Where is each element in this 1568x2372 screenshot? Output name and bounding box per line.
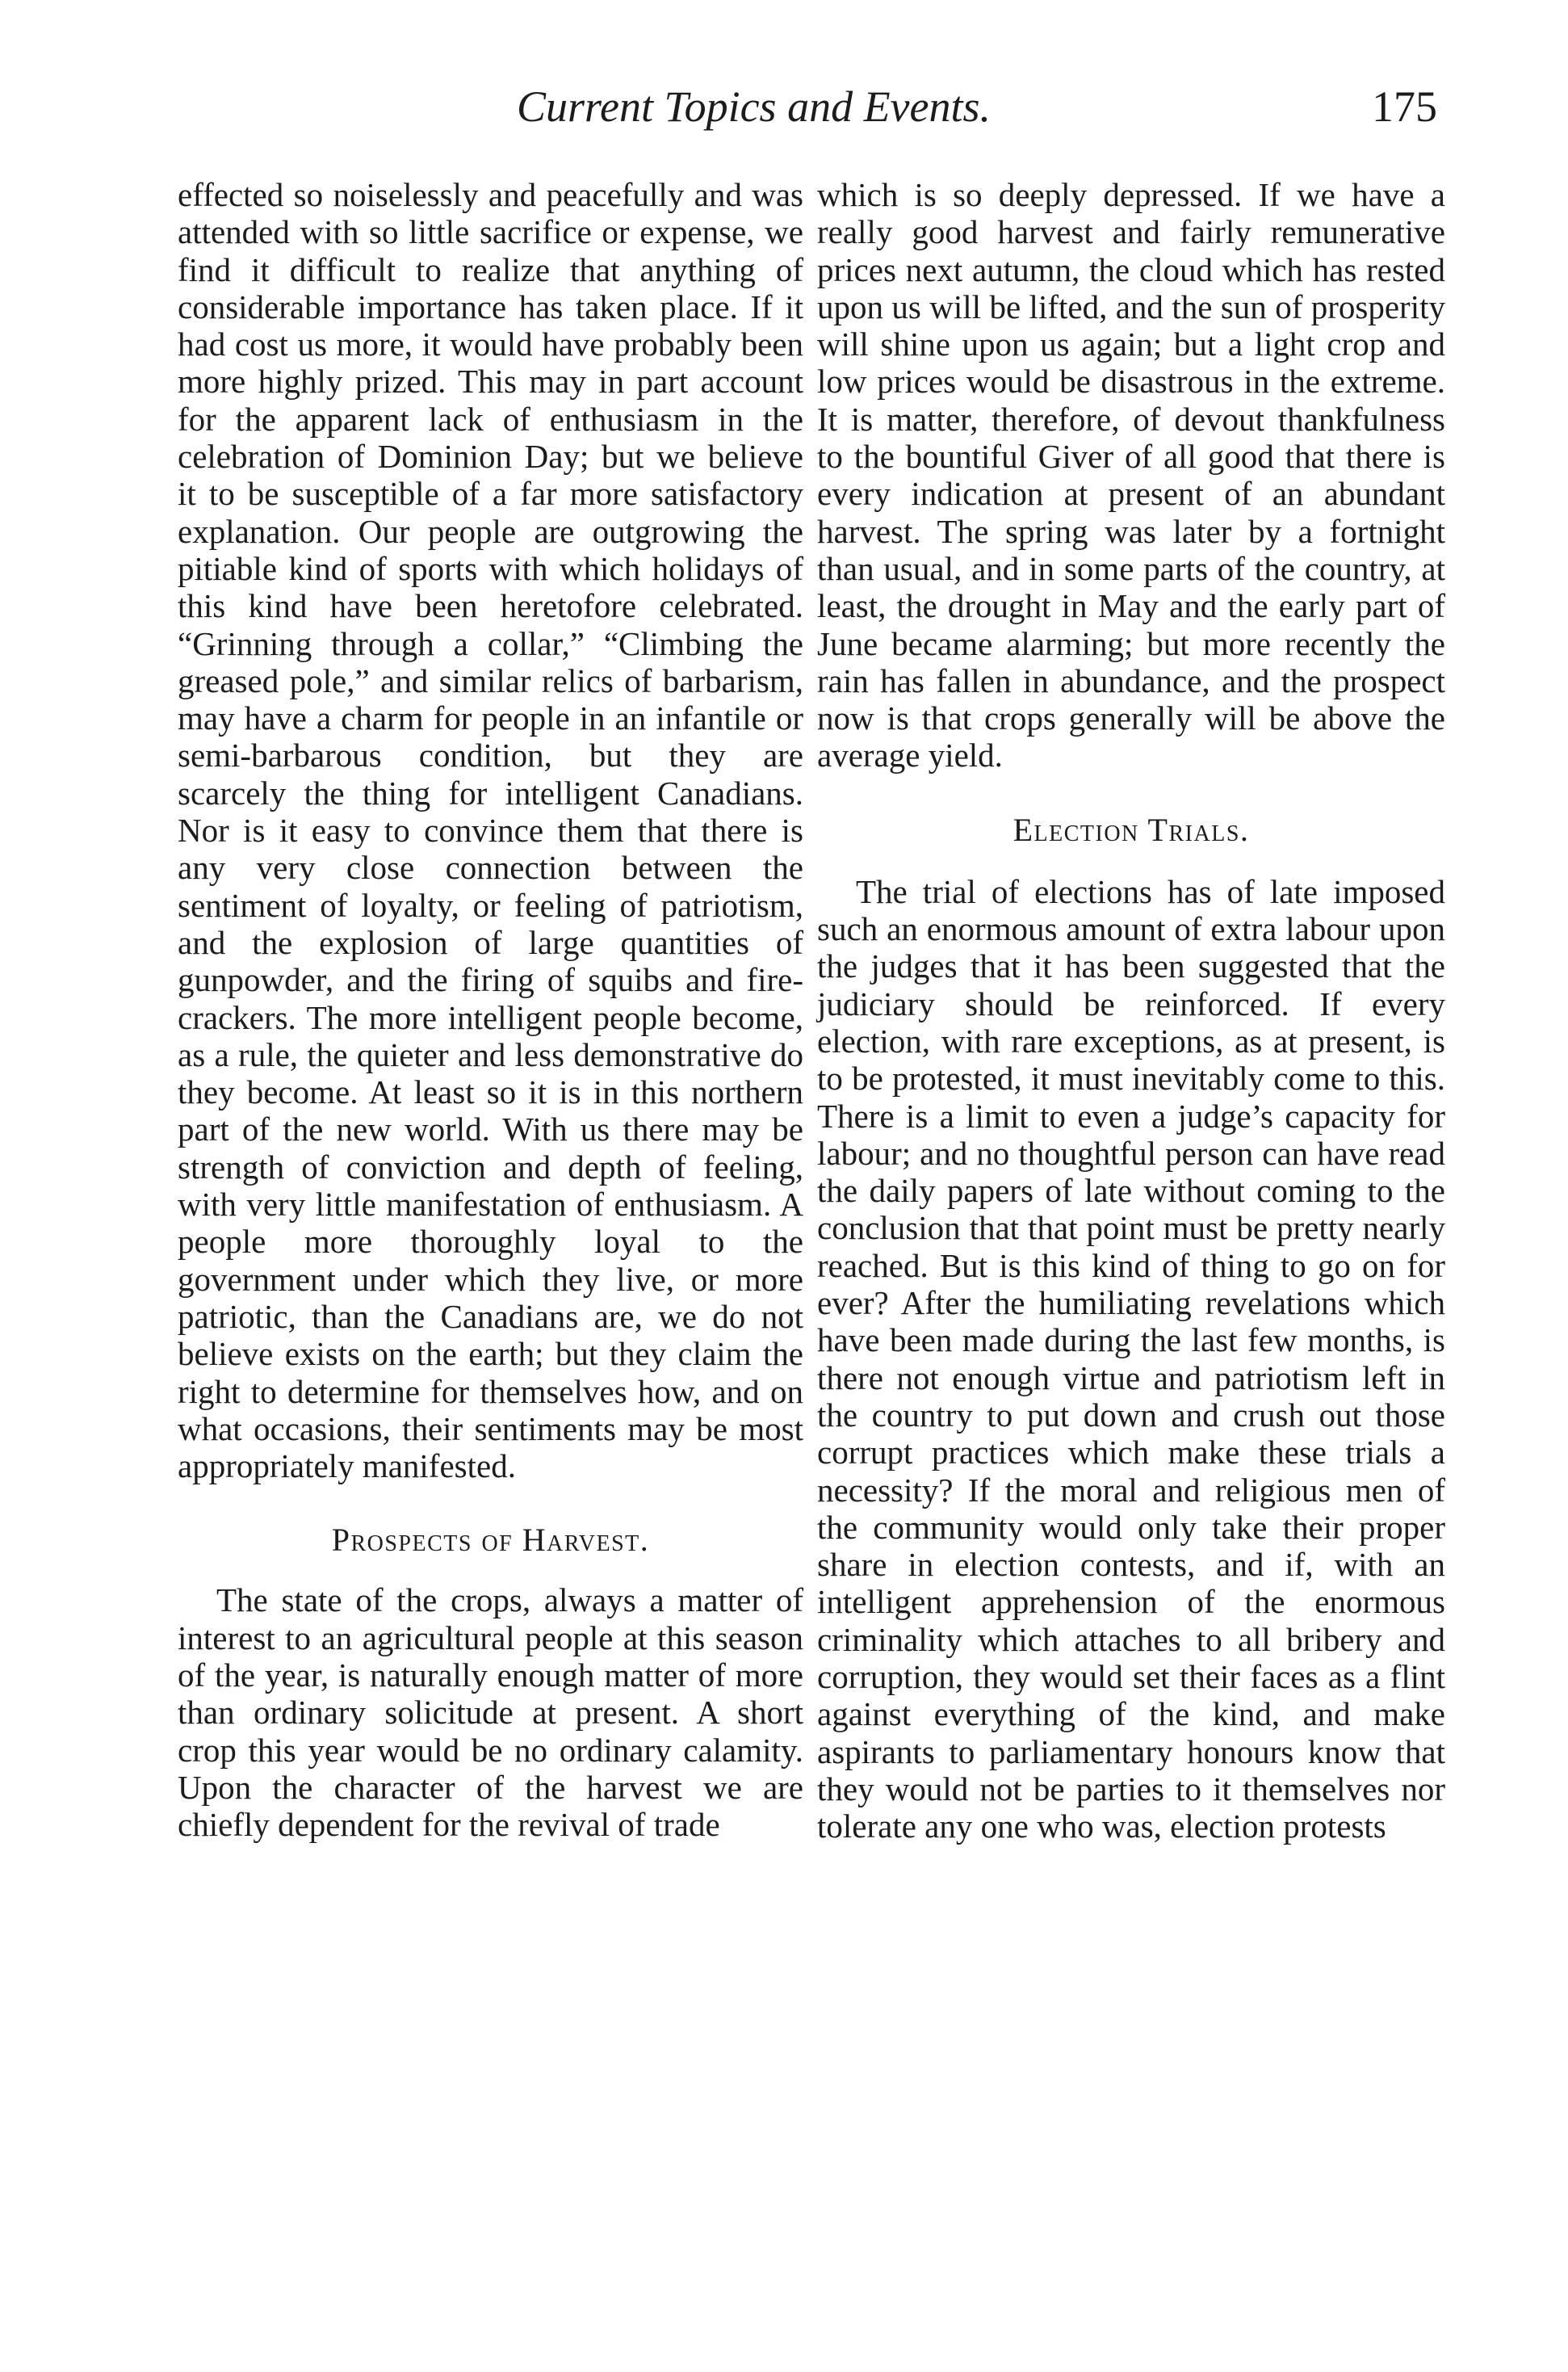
- paragraph-election-trials: The trial of elections has of late imposed such an enormous amount of extra labour upon the judges that it has been suggested that the judiciary should be reinforced. If every election, with rare exceptions, as at present, is to be protested, it must inevitably come to this. There is a limit to even a judge’s capacity for labour; and no thoughtful person can have read the daily papers of late without coming to the conclusion that that point must be pretty nearly reached. But is this kind of thing to go on for ever? After the humiliating revelations which have been made during the last few months, is there not enough virtue and patriotism left in the country to put down and crush out those corrupt practices which make these trials a necessity? If the moral and religious men of the community would only take their proper share in election contests, and if, with an intelligent apprehension of the enormous criminality which attaches to all bribery and corruption, they would set their faces as a flint against everything of the kind, and make aspirants to parliamentary honours know that they would not be parties to it themselves nor tolerate any one who was, election protests: [817, 872, 1445, 1845]
- running-head: [517, 74, 1437, 139]
- paragraph-dominion-day: effected so noiselessly and peacefully and was attended with so little sacrifice or expense, we find it difficult to realize that anything of considerable importance has taken place. If it had cost us more, it would have probably been more highly prized. This may in part account for the apparent lack of enthusiasm in the celebration of Dominion Day; but we believe it to be susceptible of a far more satisfactory explanation. Our people are outgrowing the pitiable kind of sports with which holidays of this kind have been heretofore celebrated. “Grinning through a collar,” “Climbing the greased pole,” and similar relics of barbarism, may have a charm for people in an infantile or semi-barbarous condition, but they are scarcely the thing for intelligent Canadians. Nor is it easy to convince them that there is any very close connection between the sentiment of loyalty, or feeling of patriotism, and the explosion of large quantities of gunpowder, and the firing of squibs and fire-crackers. The more intelligent people become, as a rule, the quieter and less demonstrative do they become. At least so it is in this northern part of the new world. With us there may be strength of conviction and depth of feeling, with very little manifestation of enthusiasm. A people more thoroughly loyal to the government under which they live, or more patriotic, than the Canadians are, we do not believe exists on the earth; but they claim the right to determine for themselves how, and on what occasions, their sentiments may be most appropriately manifested.: [178, 176, 803, 1485]
- section-heading-harvest: Prospects of Harvest.: [331, 1522, 650, 1559]
- paragraph-harvest: The state of the crops, always a matter of interest to an agricultural people at this season of the year, is naturally enough matter of more than ordinary solicitude at present. A short crop this year would be no ordinary calamity. Upon the character of the harvest we are chiefly dependent for the revival of trade: [178, 1581, 803, 1844]
- running-title: Current Topics and Events.: [517, 82, 992, 131]
- right-column: [817, 176, 1445, 1845]
- section-heading-elections: Election Trials.: [1012, 811, 1250, 848]
- left-column: [178, 176, 803, 1843]
- paragraph-harvest-continued: which is so deeply depressed. If we have a really good harvest and fairly remunerative prices next autumn, the cloud which has rested upon us will be lifted, and the sun of prosperity will shine upon us again; but a light crop and low prices would be disastrous in the extreme. It is matter, therefore, of devout thankfulness to the bountiful Giver of all good that there is every indication at present of an abundant harvest. The spring was later by a fortnight than usual, and in some parts of the country, at least, the drought in May and the early part of June became alarming; but more recently the rain has fallen in abundance, and the prospect now is that crops generally will be above the average yield.: [817, 176, 1445, 775]
- page-number: 175: [1372, 82, 1437, 131]
